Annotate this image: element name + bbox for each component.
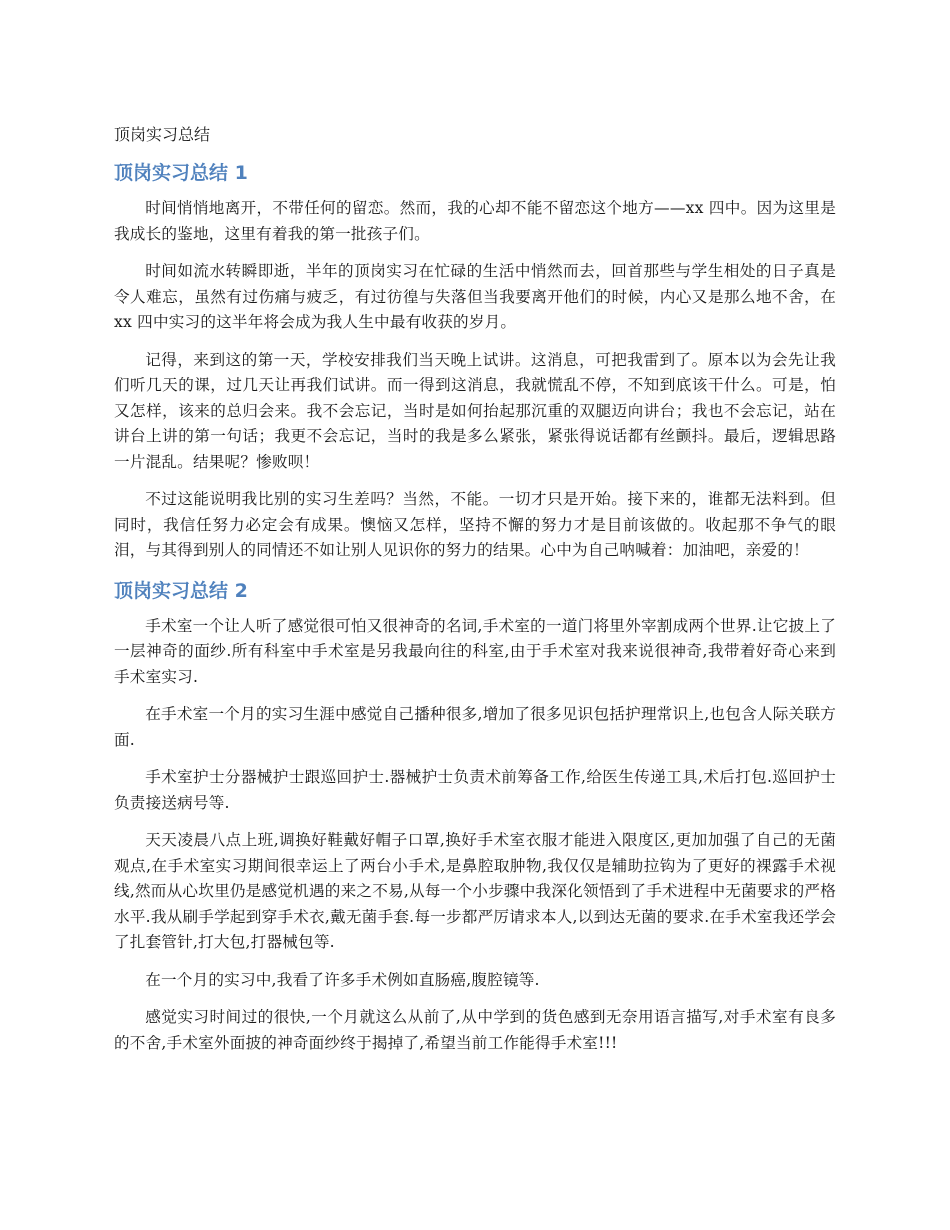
section-2-paragraph-1: 手术室一个让人听了感觉很可怕又很神奇的名词,手术室的一道门将里外宰割成两个世界.让它披上了一层神奇的面纱.所有科室中手术室是另我最向往的科室,由于手术室对我来说很神奇,我带着好奇心来到手术室实习. (114, 616, 836, 686)
section-2-paragraph-3: 手术室护士分器械护士跟巡回护士.器械护士负责术前筹备工作,给医生传递工具,术后打包.巡回护士负责接送病号等. (114, 768, 836, 812)
section-1-paragraph-4: 不过这能说明我比别的实习生差吗？当然，不能。一切才只是开始。接下来的，谁都无法料到。但同时，我信任努力必定会有成果。懊恼又怎样，坚持不懈的努力才是目前该做的。收起那不争气的眼泪，与其得到别人的同情还不如让别人见识你的努力的结果。心中为自己呐喊着：加油吧，亲爱的！ (114, 490, 836, 559)
section-1 (114, 158, 836, 564)
section-2-paragraph-2: 在手术室一个月的实习生涯中感觉自己播种很多,增加了很多见识包括护理常识上,也包含人际关联方面. (114, 705, 836, 749)
section-1-paragraph-1: 时间悄悄地离开，不带任何的留恋。然而，我的心却不能不留恋这个地方——xx 四中。因为这里是我成长的鉴地，这里有着我的第一批孩子们。 (114, 199, 836, 243)
section-2-paragraph-5: 在一个月的实习中,我看了许多手术例如直肠癌,腹腔镜等. (145, 970, 540, 989)
document-title: 顶岗实习总结 (114, 125, 211, 144)
section-2-heading: 顶岗实习总结 2 (114, 579, 248, 602)
section-1-paragraph-2: 时间如流水转瞬即逝，半年的顶岗实习在忙碌的生活中悄然而去，回首那些与学生相处的日子真是令人难忘，虽然有过伤痛与疲乏，有过彷徨与失落但当我要离开他们的时候，内心又是那么地不舍，在 xx 四中实习的这半年将会成为我人生中最有收获的岁月。 (114, 262, 836, 331)
section-1-heading: 顶岗实习总结 1 (114, 162, 248, 184)
section-2-paragraph-4: 天天凌晨八点上班,调换好鞋戴好帽子口罩,换好手术室衣服才能进入限度区,更加加强了自己的无菌观点,在手术室实习期间很幸运上了两台小手术,是鼻腔取肿物,我仅仅是辅助拉钩为了更好的裸露手术视线,然而从心坎里仍是感觉机遇的来之不易,从每一个小步骤中我深化领悟到了手术进程中无菌要求的严格水平.我从刷手学起到穿手术衣,戴无菌手套.每一步都严厉请求本人,以到达无菌的要求.在手术室我还学会了扎套管针,打大包,打器械包等. (114, 831, 836, 951)
section-2 (114, 576, 836, 1057)
document-page (114, 122, 836, 1068)
section-1-paragraph-3: 记得，来到这的第一天，学校安排我们当天晚上试讲。这消息，可把我雷到了。原本以为会先让我们听几天的课，过几天让再我们试讲。而一得到这消息，我就慌乱不停，不知到底该干什么。可是，怕又怎样，该来的总归会来。我不会忘记，当时是如何抬起那沉重的双腿迈向讲台；我也不会忘记，站在讲台上讲的第一句话；我更不会忘记，当时的我是多么紧张，紧张得说话都有丝颤抖。最后，逻辑思路一片混乱。结果呢？惨败呗！ (114, 350, 836, 471)
section-2-paragraph-6: 感觉实习时间过的很快,一个月就这么从前了,从中学到的货色感到无奈用语言描写,对手术室有良多的不舍,手术室外面披的神奇面纱终于揭掉了,希望当前工作能得手术室!!! (114, 1008, 836, 1052)
